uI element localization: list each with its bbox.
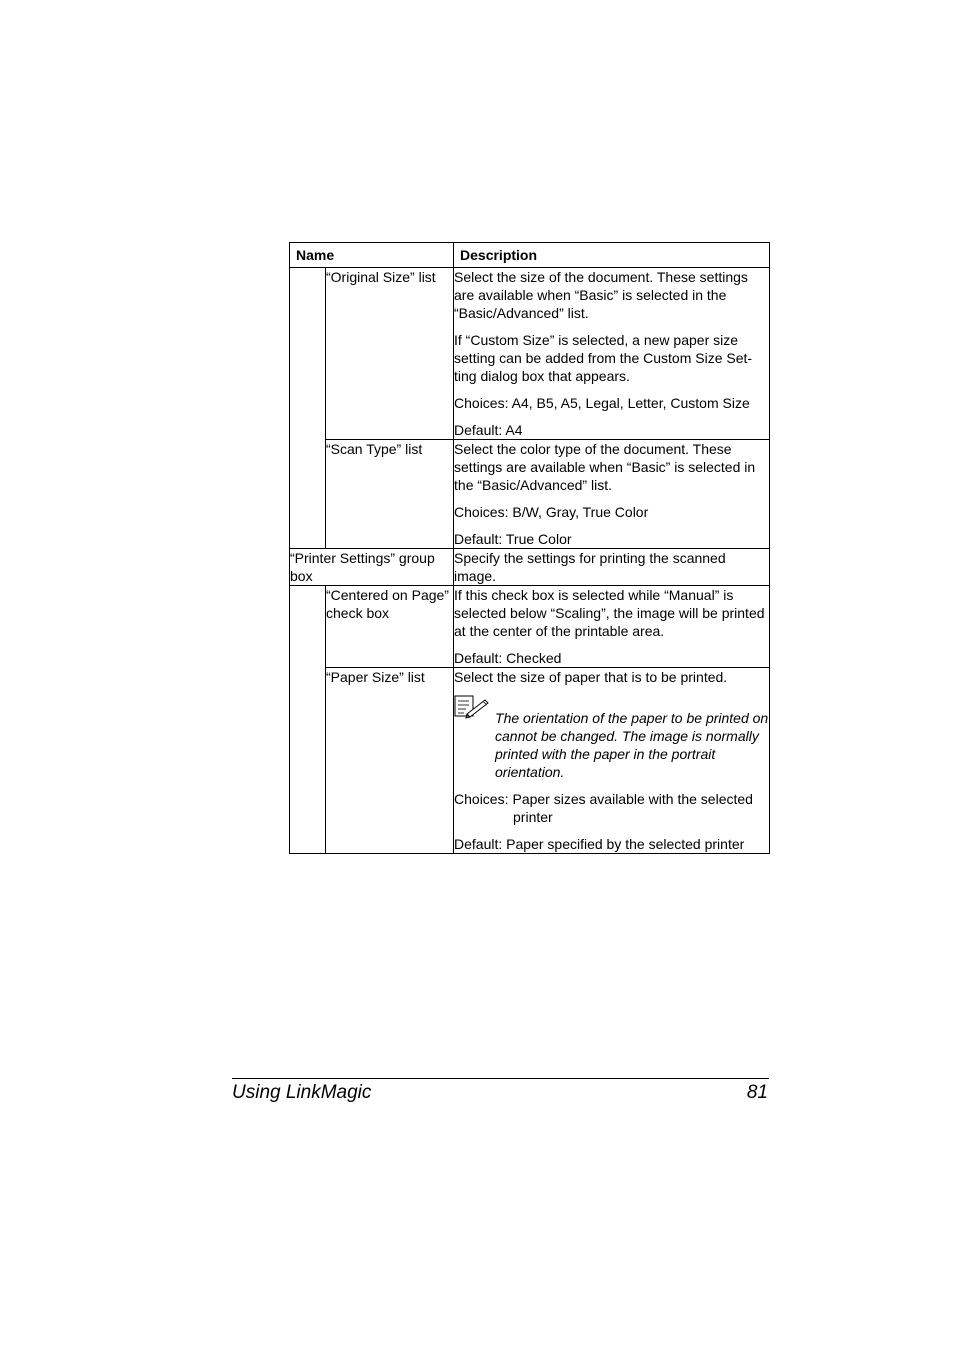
row-name: “Original Size” list [326, 268, 454, 440]
note-block [454, 695, 769, 781]
choices-value: Paper sizes available with the selected [512, 791, 753, 807]
header-description: Description [454, 243, 770, 268]
choices-continuation: printer [513, 809, 553, 825]
footer-rule [232, 1078, 769, 1079]
row-description [454, 440, 770, 549]
row-name: “Printer Settings” group box [290, 549, 454, 586]
choices-text: Choices: B/W, Gray, True Color [454, 504, 649, 520]
table-row [290, 668, 770, 854]
description-text: If this check box is selected while “Manual” is selected below “Scaling”, the image will be printed at the center of the printable area. [454, 587, 765, 639]
row-name: “Centered on Page” check box [326, 586, 454, 668]
default-text: Default: Paper specified by the selected printer [454, 836, 745, 852]
choices-block [454, 790, 769, 826]
row-name: “Paper Size” list [326, 668, 454, 854]
description-text: Select the size of paper that is to be printed. [454, 669, 728, 685]
table-row [290, 586, 770, 668]
table-row [290, 549, 770, 586]
description-text: Select the size of the document. These settings are available when “Basic” is selected in the “Basic/Advanced” list. [454, 269, 748, 321]
row-description [454, 268, 770, 440]
default-text: Default: True Color [454, 531, 572, 547]
table-row [290, 440, 770, 549]
row-description [454, 549, 770, 586]
default-text: Default: Checked [454, 650, 562, 666]
table-row [290, 268, 770, 440]
row-name: “Scan Type” list [326, 440, 454, 549]
indent-cell [290, 268, 326, 549]
note-text: The orientation of the paper to be printed on cannot be changed. The image is normally printed with the paper in the portrait orientation. [495, 710, 769, 780]
indent-cell [290, 586, 326, 854]
description-text: If “Custom Size” is selected, a new paper size setting can be added from the Custom Size Set-ting dialog box that appears. [454, 332, 753, 384]
header-name: Name [290, 243, 454, 268]
choices-text: Choices: A4, B5, A5, Legal, Letter, Custom Size [454, 395, 750, 411]
table-header-row [290, 243, 770, 268]
description-text: Specify the settings for printing the scanned image. [454, 550, 726, 584]
row-description [454, 586, 770, 668]
description-text: Select the color type of the document. These settings are available when “Basic” is selected in the “Basic/Advanced” list. [454, 441, 756, 493]
note-pencil-icon [454, 695, 490, 719]
row-description [454, 668, 770, 854]
page-number: 81 [746, 1082, 768, 1103]
choices-label: Choices: [454, 791, 509, 807]
footer-title: Using LinkMagic [232, 1082, 372, 1103]
default-text: Default: A4 [454, 422, 523, 438]
settings-table [289, 242, 770, 854]
